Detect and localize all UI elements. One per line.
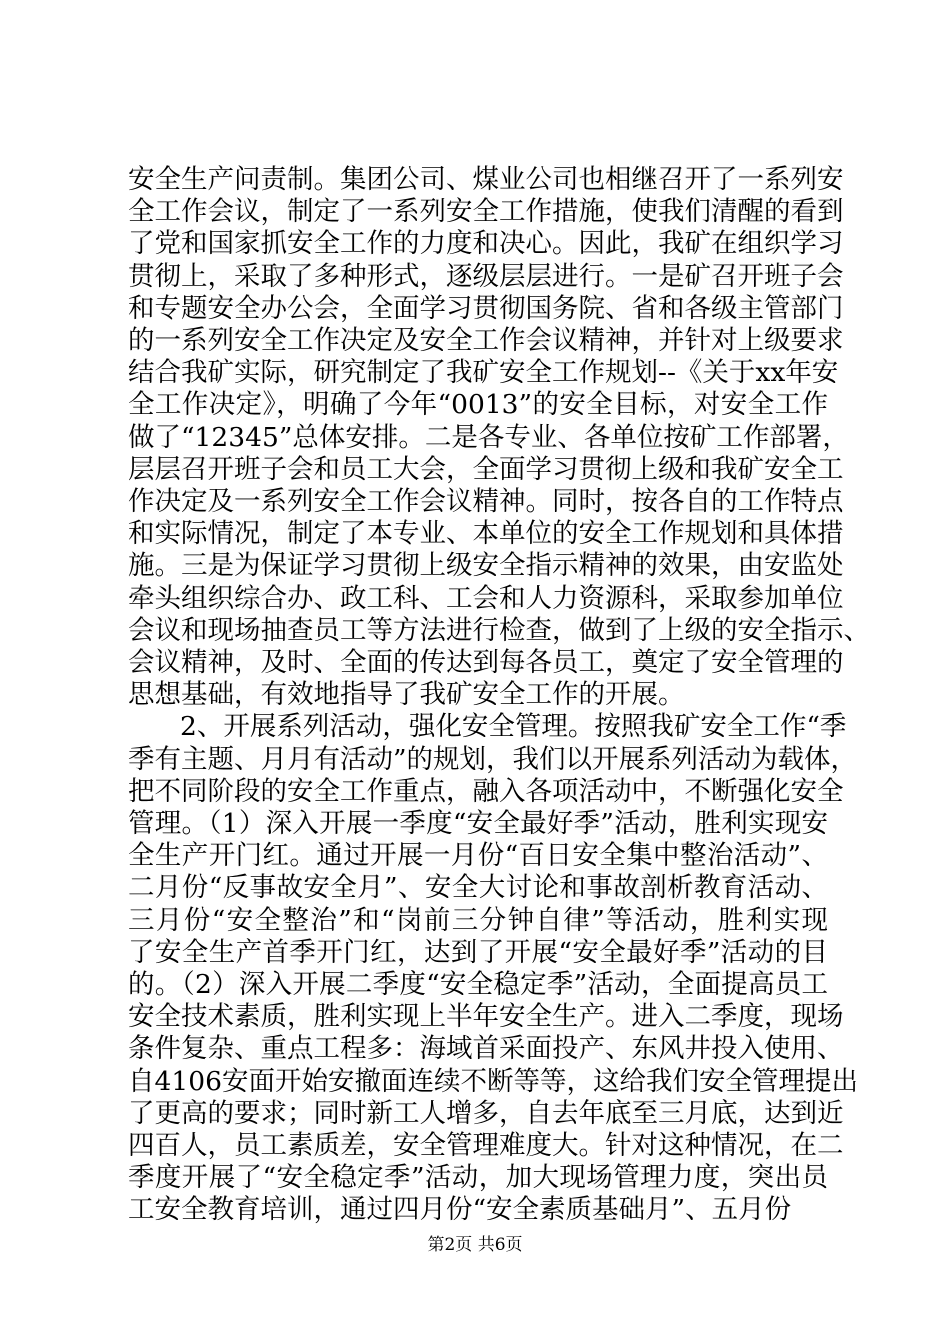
text-line: 牵头组织综合办、政工科、工会和人力资源科，采取参加单位 bbox=[128, 582, 844, 614]
text-line: 全工作会议，制定了一系列安全工作措施，使我们清醒的看到 bbox=[128, 196, 844, 228]
text-line: 的一系列安全工作决定及安全工作会议精神，并针对上级要求 bbox=[128, 325, 844, 356]
text-line: 2、开展系列活动，强化安全管理。按照我矿安全工作“季 bbox=[180, 711, 847, 743]
text-line: 季度开展了“安全稳定季”活动，加大现场管理力度，突出员 bbox=[128, 1162, 828, 1194]
text-line: 全生产开门红。通过开展一月份“百日安全集中整治活动”、 bbox=[128, 840, 828, 872]
text-line: 把不同阶段的安全工作重点，融入各项活动中，不断强化安全 bbox=[128, 775, 844, 807]
text-line: 施。三是为保证学习贯彻上级安全指示精神的效果，由安监处 bbox=[128, 550, 844, 582]
text-line: 全工作决定》，明确了今年“0013”的安全目标，对安全工作 bbox=[128, 389, 828, 421]
text-line: 作决定及一系列安全工作会议精神。同时，按各自的工作特点 bbox=[128, 486, 844, 517]
text-line: 和实际情况，制定了本专业、本单位的安全工作规划和具体措 bbox=[128, 518, 844, 550]
text-line: 了党和国家抓安全工作的力度和决心。因此，我矿在组织学习 bbox=[128, 228, 844, 260]
page-footer: 第2页 共6页 bbox=[427, 1235, 523, 1255]
text-line: 管理。（1）深入开展一季度“安全最好季”活动，胜利实现安 bbox=[128, 808, 828, 839]
text-line: 二月份“反事故安全月”、安全大讨论和事故剖析教育活动、 bbox=[128, 872, 828, 904]
text-line: 自4106安面开始安撤面连续不断等等，这给我们安全管理提出 bbox=[128, 1065, 858, 1097]
text-line: 了更高的要求；同时新工人增多，自去年底至三月底，达到近 bbox=[128, 1097, 844, 1129]
text-line: 和专题安全办公会，全面学习贯彻国务院、省和各级主管部门 bbox=[128, 292, 844, 324]
text-line: 季有主题、月月有活动”的规划，我们以开展系列活动为载体， bbox=[128, 743, 858, 775]
text-line: 结合我矿实际，研究制定了我矿安全工作规划--《关于xx年安 bbox=[128, 357, 839, 389]
text-line: 四百人，员工素质差，安全管理难度大。针对这种情况，在二 bbox=[128, 1130, 844, 1161]
text-line: 贯彻上，采取了多种形式，逐级层层进行。一是矿召开班子会 bbox=[128, 260, 844, 292]
text-line: 做了“12345”总体安排。二是各专业、各单位按矿工作部署， bbox=[128, 421, 849, 453]
text-line: 层层召开班子会和员工大会，全面学习贯彻上级和我矿安全工 bbox=[128, 453, 844, 485]
text-line: 安全技术素质，胜利实现上半年安全生产。进入二季度，现场 bbox=[128, 1001, 844, 1033]
text-line: 思想基础，有效地指导了我矿安全工作的开展。 bbox=[128, 679, 685, 711]
text-line: 三月份“安全整治”和“岗前三分钟自律”等活动，胜利实现 bbox=[128, 904, 828, 936]
text-line: 会议和现场抽查员工等方法进行检查，做到了上级的安全指示、 bbox=[128, 614, 870, 646]
text-line: 会议精神，及时、全面的传达到每各员工，奠定了安全管理的 bbox=[128, 647, 844, 678]
text-line: 了安全生产首季开门红，达到了开展“安全最好季”活动的目 bbox=[128, 936, 828, 968]
text-line: 工安全教育培训，通过四月份“安全素质基础月”、五月份 bbox=[128, 1194, 792, 1226]
text-line: 的。（2）深入开展二季度“安全稳定季”活动，全面提高员工 bbox=[128, 969, 828, 1000]
text-line: 安全生产问责制。集团公司、煤业公司也相继召开了一系列安 bbox=[128, 164, 844, 195]
text-line: 条件复杂、重点工程多：海域首采面投产、东风井投入使用、 bbox=[128, 1033, 844, 1065]
